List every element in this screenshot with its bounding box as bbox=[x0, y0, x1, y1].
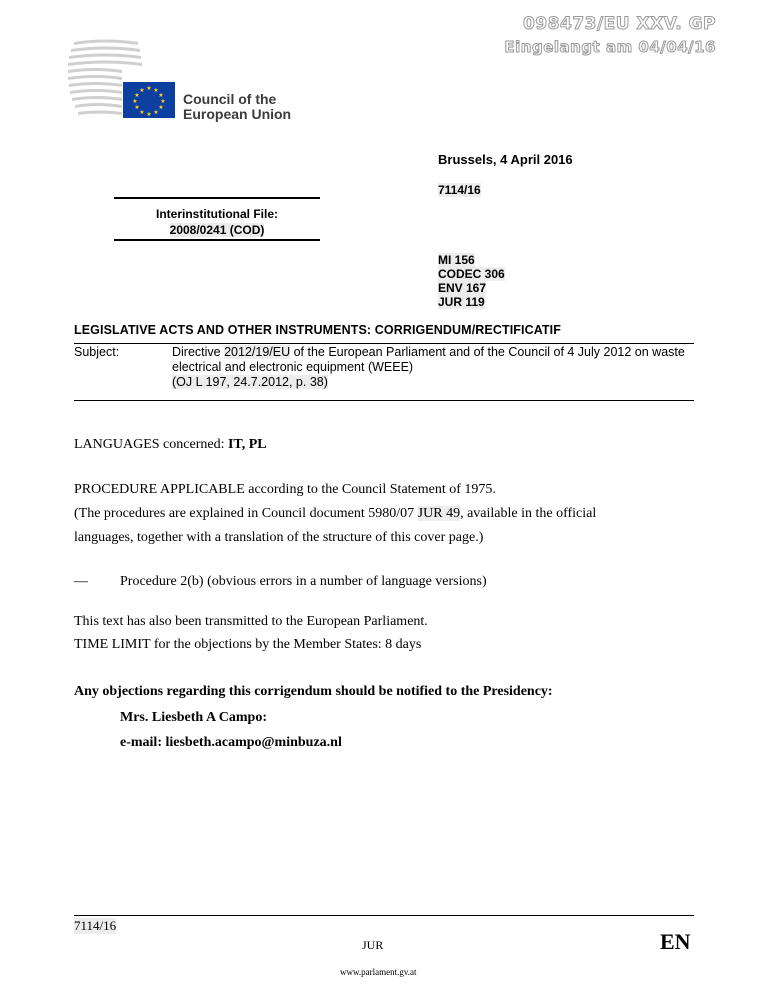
footer-url[interactable]: www.parlament.gv.at bbox=[340, 967, 417, 977]
divider bbox=[74, 343, 694, 344]
received-stamp: Eingelangt am 04/04/16 bbox=[504, 38, 716, 56]
interinstitutional-file-box bbox=[114, 197, 320, 241]
languages-label: LANGUAGES concerned: bbox=[74, 437, 228, 452]
reference-stamp: 098473/EU XXV. GP bbox=[523, 14, 716, 34]
svg-text:★: ★ bbox=[134, 92, 140, 99]
council-name bbox=[183, 92, 291, 122]
svg-text:★: ★ bbox=[158, 92, 164, 99]
objections-note: Any objections regarding this corrigendum should be notified to the Presidency: bbox=[74, 684, 553, 699]
subject-post: of the European Parliament and of the Council of 4 July 2012 on waste electrical and electronic equipment (WEEE) bbox=[172, 345, 685, 374]
code-item: JUR 119 bbox=[438, 295, 485, 309]
svg-text:★: ★ bbox=[153, 87, 159, 94]
subject-directive-ref: 2012/19/EU bbox=[224, 345, 291, 359]
file-label: Interinstitutional File: bbox=[156, 207, 278, 221]
svg-text:★: ★ bbox=[139, 109, 145, 116]
svg-text:★: ★ bbox=[134, 104, 140, 111]
procedure-applicable: PROCEDURE APPLICABLE according to the Council Statement of 1975. bbox=[74, 482, 496, 497]
languages-value: IT, PL bbox=[227, 437, 267, 452]
footer-department: JUR bbox=[362, 938, 384, 952]
footer-divider bbox=[74, 915, 694, 916]
footer-language: EN bbox=[660, 929, 691, 954]
explanation-ref: JUR 49 bbox=[417, 506, 461, 521]
contact-email: e-mail: liesbeth.acampo@minbuza.nl bbox=[120, 735, 342, 750]
subject-oj-ref: (OJ L 197, 24.7.2012, p. 38) bbox=[172, 375, 328, 389]
file-number: 2008/0241 (COD) bbox=[169, 223, 265, 237]
footer-doc-number: 7114/16 bbox=[74, 918, 117, 933]
procedure-item: Procedure 2(b) (obvious errors in a number of language versions) bbox=[120, 574, 487, 589]
svg-text:★: ★ bbox=[160, 98, 166, 105]
time-limit: TIME LIMIT for the objections by the Member States: 8 days bbox=[74, 637, 422, 652]
svg-text:★: ★ bbox=[158, 104, 164, 111]
svg-text:★: ★ bbox=[146, 85, 152, 92]
subject-pre: Directive bbox=[172, 345, 225, 359]
code-item: CODEC 306 bbox=[438, 267, 505, 281]
document-number: 7114/16 bbox=[438, 183, 481, 197]
procedure-explanation-line2: languages, together with a translation of the structure of this cover page.) bbox=[74, 530, 484, 545]
council-logo-icon bbox=[68, 38, 176, 128]
languages-concerned bbox=[74, 437, 267, 453]
document-date: Brussels, 4 April 2016 bbox=[438, 152, 573, 167]
svg-text:★: ★ bbox=[139, 87, 145, 94]
list-dash: — bbox=[74, 574, 88, 589]
explanation-post: , available in the official bbox=[460, 506, 597, 521]
svg-text:★: ★ bbox=[132, 98, 138, 105]
subject-text bbox=[172, 345, 692, 390]
council-name-line1: Council of the bbox=[183, 91, 277, 107]
divider bbox=[74, 400, 694, 401]
council-name-line2: European Union bbox=[183, 106, 292, 122]
code-item: MI 156 bbox=[438, 253, 475, 267]
svg-text:★: ★ bbox=[146, 111, 152, 118]
svg-text:★: ★ bbox=[153, 109, 159, 116]
subject-label: Subject: bbox=[74, 345, 120, 359]
explanation-pre: (The procedures are explained in Council document 5980/07 bbox=[74, 506, 418, 521]
document-title: LEGISLATIVE ACTS AND OTHER INSTRUMENTS: CORRIGENDUM/RECTIFICATIF bbox=[74, 323, 561, 337]
contact-name: Mrs. Liesbeth A Campo: bbox=[120, 710, 267, 725]
procedure-explanation bbox=[74, 506, 596, 522]
code-item: ENV 167 bbox=[438, 281, 487, 295]
document-codes bbox=[438, 253, 505, 309]
transmitted-note: This text has also been transmitted to the European Parliament. bbox=[74, 614, 428, 629]
